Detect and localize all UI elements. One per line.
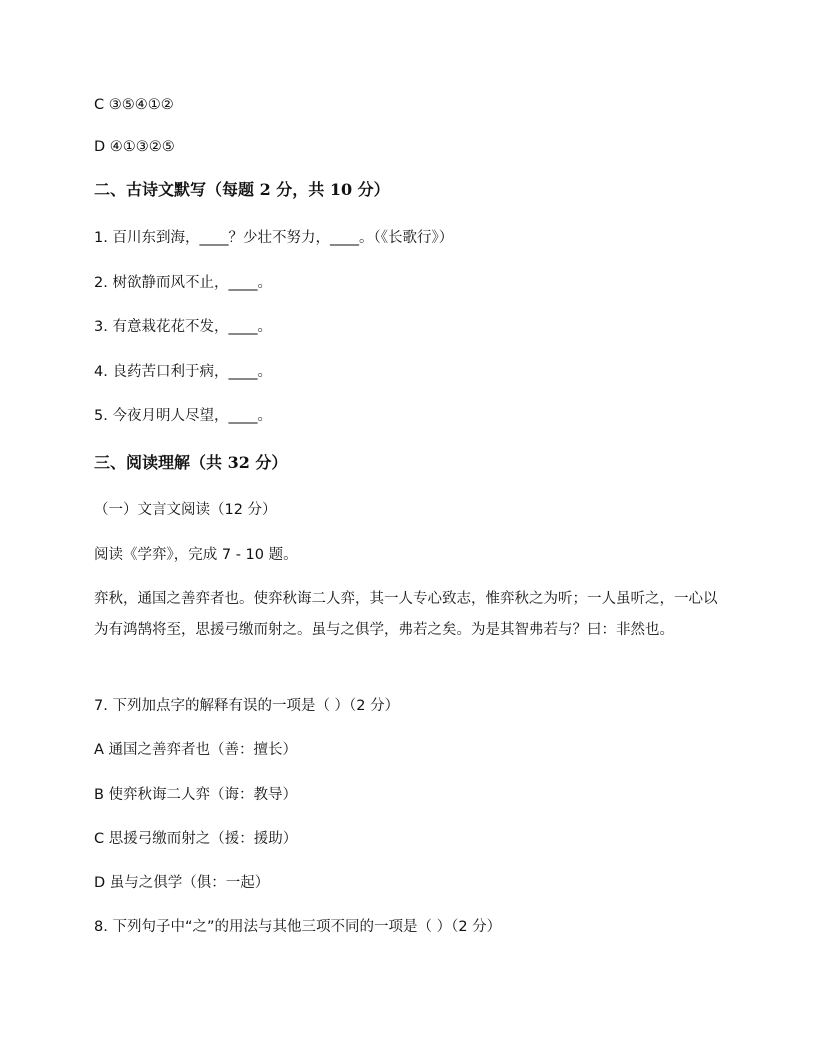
option-c: C ③⑤④①② <box>94 97 174 113</box>
question-2: 2. 树欲静而风不止，____。 <box>94 275 272 291</box>
option-d: D ④①③②⑤ <box>94 139 175 155</box>
section-3-heading: 三、阅读理解（共 32 分） <box>94 453 288 472</box>
subsection-classical-reading: （一）文言文阅读（12 分） <box>94 502 277 518</box>
question-4: 4. 良药苦口利于病，____。 <box>94 364 272 380</box>
question-5: 5. 今夜月明人尽望，____。 <box>94 408 272 424</box>
question-7-option-c: C 思援弓缴而射之（援：援助） <box>94 831 298 847</box>
question-8: 8. 下列句子中“之”的用法与其他三项不同的一项是（ ）（2 分） <box>94 919 502 935</box>
question-7-option-d: D 虽与之俱学（俱：一起） <box>94 875 270 891</box>
question-7-option-a: A 通国之善弈者也（善：擅长） <box>94 742 298 758</box>
question-7-option-b: B 使弈秋诲二人弈（诲：教导） <box>94 787 298 803</box>
passage-xueyi: 弈秋，通国之善弈者也。使弈秋诲二人弈，其一人专心致志，惟弈秋之为听；一人虽听之，一心以为有鸿鹄将至，思援弓缴而射之。虽与之俱学，弗若之矣。为是其智弗若与？曰：非然也。 <box>94 591 718 638</box>
question-3: 3. 有意栽花花不发，____。 <box>94 319 272 335</box>
reading-instruction: 阅读《学弈》，完成 7 - 10 题。 <box>94 547 298 563</box>
question-1: 1. 百川东到海，____？少壮不努力，____。（《长歌行》） <box>94 230 454 246</box>
question-7: 7. 下列加点字的解释有误的一项是（ ）（2 分） <box>94 698 400 714</box>
section-2-heading: 二、古诗文默写（每题 2 分，共 10 分） <box>94 180 390 199</box>
